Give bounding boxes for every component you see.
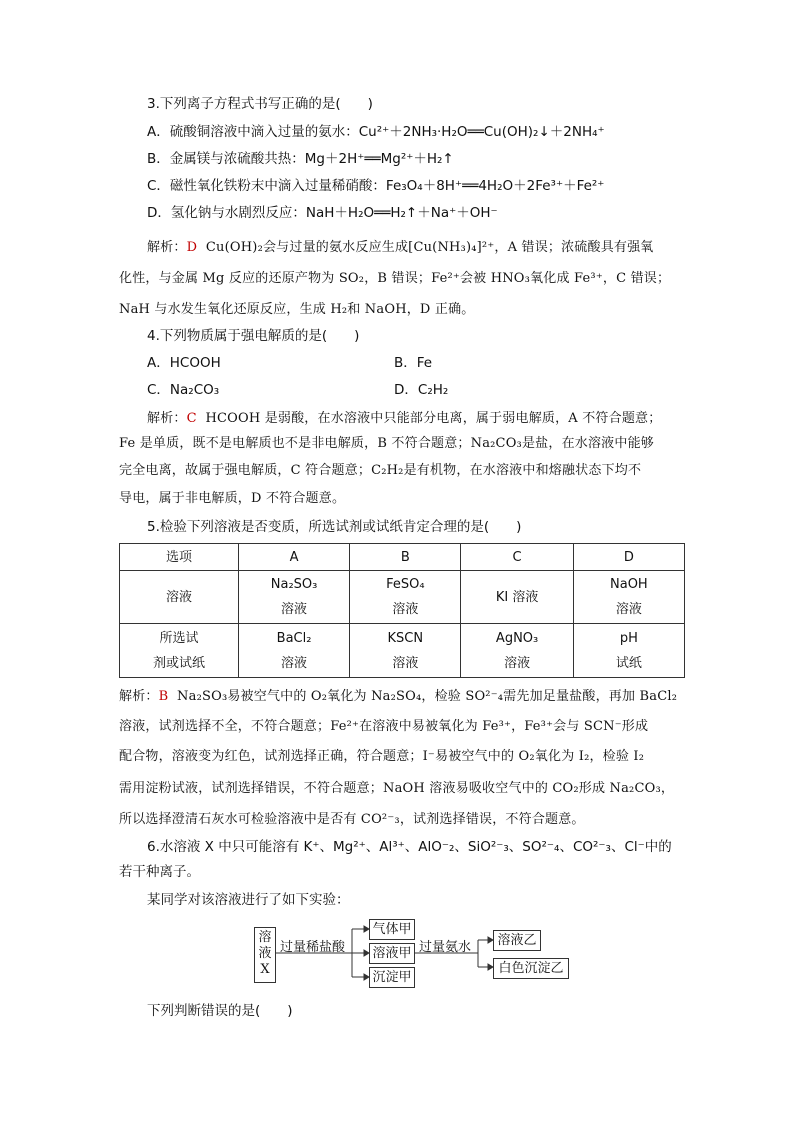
flow-out1-solution: 溶液甲 — [369, 943, 415, 964]
q4-explanation-line3: 完全电离，故属于强电解质，C 符合题意；C₂H₂是有机物，在水溶液中和熔融状态下均不 — [119, 463, 642, 478]
q6-stem-line3: 某同学对该溶液进行了如下实验： — [147, 892, 350, 908]
q4-option-a: A．HCOOH — [147, 355, 221, 371]
q5-explanation-line2: 溶液，试剂选择不全，不符合题意；Fe²⁺在溶液中易被氧化为 Fe³⁺，Fe³⁺会与 SCN⁻形成 — [119, 719, 649, 734]
flow-step2-label: 过量氨水 — [419, 940, 472, 955]
flow-out2-precipitate: 白色沉淀乙 — [493, 958, 569, 979]
q6-ask: 下列判断错误的是( ) — [147, 1003, 293, 1019]
flow-out1-gas: 气体甲 — [369, 919, 415, 940]
explanation-text: Cu(OH)₂会与过量的氨水反应生成[Cu(NH₃)₄]²⁺，A 错误；浓硫酸具有强氧 — [205, 240, 654, 255]
q4-explanation-line4: 导电，属于非电解质，D 不符合题意。 — [119, 491, 346, 506]
q3-explanation-line1 — [147, 239, 654, 257]
table-cell: FeSO₄ 溶液 — [350, 571, 461, 624]
q5-explanation-line5: 所以选择澄清石灰水可检验溶液中是否有 CO²⁻₃，试剂选择错误，不符合题意。 — [119, 812, 585, 827]
q3-option-a: A．硫酸铜溶液中滴入过量的氨水：Cu²⁺＋2NH₃·H₂O══Cu(OH)₂↓＋2NH₄⁺ — [147, 124, 605, 140]
explanation-answer: B — [158, 689, 169, 704]
flow-step1-label: 过量稀盐酸 — [280, 940, 346, 955]
table-row — [120, 571, 685, 624]
q3-option-b: B．金属镁与浓硫酸共热：Mg＋2H⁺══Mg²⁺＋H₂↑ — [147, 151, 454, 167]
table-cell: KSCN 溶液 — [350, 624, 461, 678]
q5-explanation-line3: 配合物，溶液变为红色，试剂选择正确，符合题意；I⁻易被空气中的 O₂氧化为 I₂，检验 I₂ — [119, 749, 645, 764]
table-cell: 所选试 剂或试纸 — [120, 624, 239, 678]
q5-stem: 5.检验下列溶液是否变质，所选试剂或试纸肯定合理的是( ) — [147, 519, 522, 535]
table-cell: Na₂SO₃ 溶液 — [238, 571, 349, 624]
explanation-answer: D — [186, 240, 198, 255]
table-header-cell: B — [350, 544, 461, 571]
table-cell: 溶液 — [120, 571, 239, 624]
explanation-text: HCOOH 是弱酸，在水溶液中只能部分电离，属于弱电解质，A 不符合题意； — [205, 411, 662, 426]
explanation-text: Na₂SO₃易被空气中的 O₂氧化为 Na₂SO₄，检验 SO²⁻₄需先加足量盐酸，再加 BaCl₂ — [177, 689, 678, 704]
q4-stem: 4.下列物质属于强电解质的是( ) — [147, 328, 360, 344]
explanation-label: 解析： — [147, 240, 187, 255]
table-header-cell: D — [573, 544, 684, 571]
q5-options-table — [119, 543, 685, 678]
q5-explanation-line4: 需用淀粉试液，试剂选择错误，不符合题意；NaOH 溶液易吸收空气中的 CO₂形成 Na₂CO₃， — [119, 781, 675, 796]
q4-option-d: D．C₂H₂ — [394, 382, 449, 398]
table-header-cell: 选项 — [120, 544, 239, 571]
q4-option-c: C．Na₂CO₃ — [147, 382, 220, 398]
q4-explanation-line2: Fe 是单质，既不是电解质也不是非电解质，B 不符合题意；Na₂CO₃是盐，在水溶液中能够 — [119, 436, 654, 451]
flow-out1-precipitate: 沉淀甲 — [369, 967, 415, 988]
table-cell: AgNO₃ 溶液 — [461, 624, 573, 678]
q3-option-c: C．磁性氧化铁粉末中滴入过量稀硝酸：Fe₃O₄＋8H⁺══4H₂O＋2Fe³⁺＋Fe²⁺ — [147, 178, 605, 194]
q3-explanation-line3: NaH 与水发生氧化还原反应，生成 H₂和 NaOH，D 正确。 — [119, 302, 475, 317]
q4-explanation-line1 — [147, 410, 661, 428]
table-header-row — [120, 544, 685, 571]
q3-option-d: D．氢化钠与水剧烈反应：NaH＋H₂O══H₂↑＋Na⁺＋OH⁻ — [147, 205, 498, 221]
table-header-cell: C — [461, 544, 573, 571]
q3-stem: 3.下列离子方程式书写正确的是( ) — [147, 96, 373, 112]
q6-stem-line1: 6.水溶液 X 中只可能溶有 K⁺、Mg²⁺、Al³⁺、AlO⁻₂、SiO²⁻₃、SO²⁻₄、CO²⁻₃、Cl⁻中的 — [147, 839, 672, 855]
table-cell: pH 试纸 — [573, 624, 684, 678]
table-cell: BaCl₂ 溶液 — [238, 624, 349, 678]
explanation-label: 解析： — [119, 689, 159, 704]
q6-stem-line2: 若干种离子。 — [119, 864, 200, 880]
table-header-cell: A — [238, 544, 349, 571]
table-cell: KI 溶液 — [461, 571, 573, 624]
q3-explanation-line2: 化性，与金属 Mg 反应的还原产物为 SO₂，B 错误；Fe²⁺会被 HNO₃氧化成 Fe³⁺，C 错误； — [119, 271, 671, 286]
q5-explanation-line1 — [119, 688, 677, 706]
table-row — [120, 624, 685, 678]
explanation-answer: C — [186, 411, 197, 426]
q4-option-b: B．Fe — [394, 355, 433, 371]
table-cell: NaOH 溶液 — [573, 571, 684, 624]
explanation-label: 解析： — [147, 411, 187, 426]
flow-start-box: 溶 液 X — [254, 927, 276, 983]
flow-out2-solution: 溶液乙 — [493, 930, 541, 951]
